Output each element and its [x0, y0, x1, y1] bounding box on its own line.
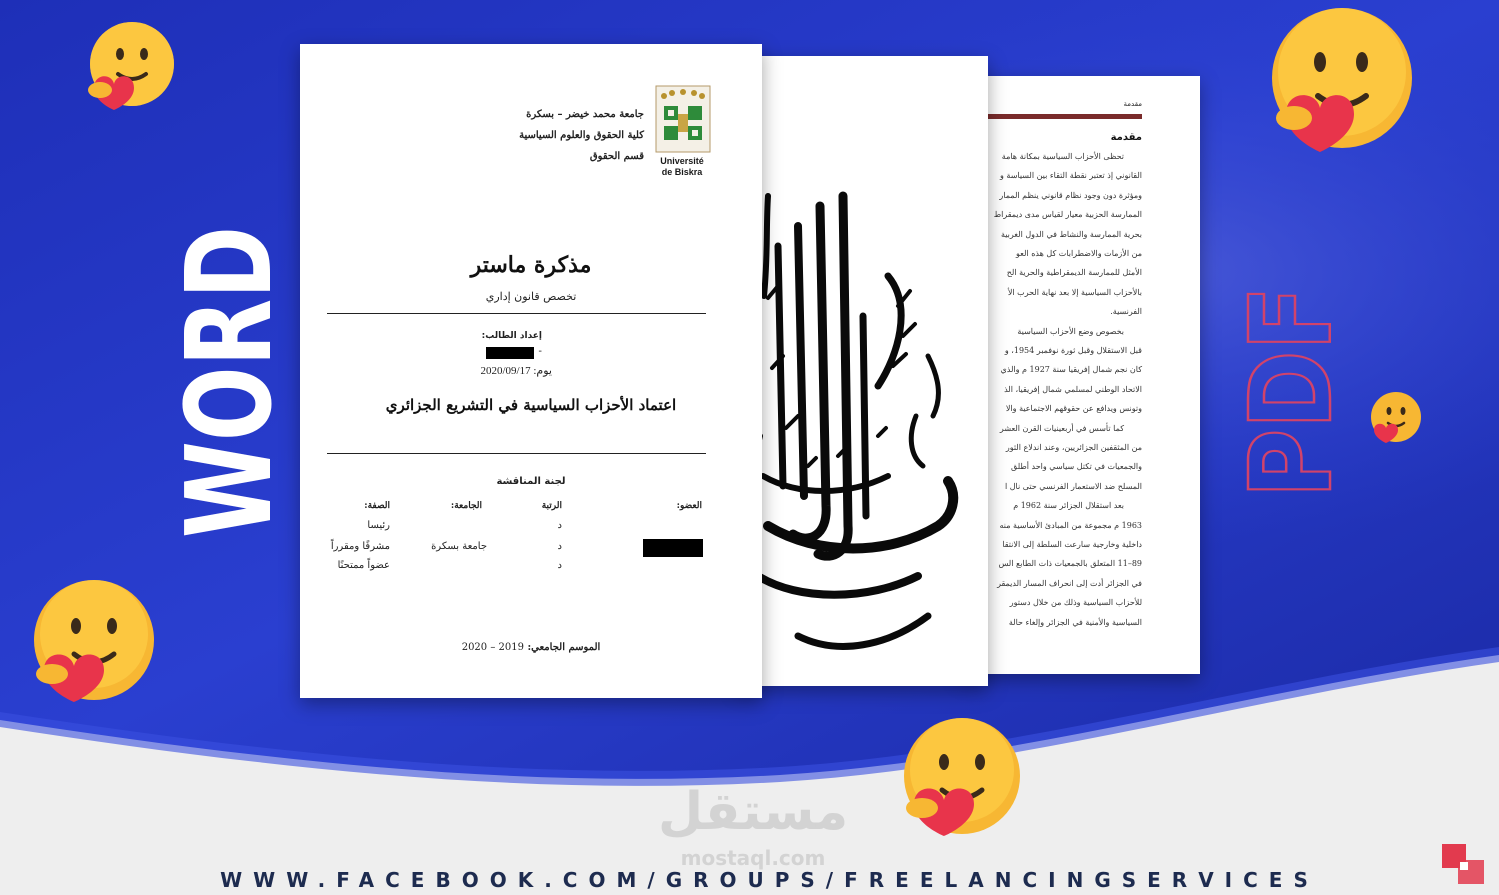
care-emoji-icon	[22, 574, 158, 720]
student-prefix: -	[538, 346, 542, 357]
intro-line: بخصوص وضع الأحزاب السياسية	[1017, 326, 1124, 336]
redacted-student-name	[486, 347, 534, 359]
footer-url: WWW.FACEBOOK.COM/GROUPS/FREELANCINGSERVICES	[220, 868, 1319, 892]
intro-line: من المثقفين الجزائريين، وعند اندلاع الثور	[1005, 443, 1142, 452]
season-value: 2019 – 2020	[461, 642, 524, 653]
intro-line: كما تأسس في أربعينيات القرن العشر	[999, 423, 1124, 433]
committee-title: لجنة المناقشة	[496, 476, 566, 487]
row-university: جامعة بسكرة	[431, 541, 487, 552]
intro-header-bar	[988, 114, 1142, 119]
intro-line: بالأحزاب السياسية إلا بعد نهاية الحرب الأ	[1007, 287, 1142, 297]
faculty-name: كلية الحقوق والعلوم السياسية	[519, 130, 644, 141]
logo-caption-line: Université	[660, 156, 704, 166]
header-role: الصفة:	[364, 501, 390, 511]
mostaql-domain: mostaql.com	[680, 846, 826, 870]
intro-line: تحظى الأحزاب السياسية بمكانة هامة	[1001, 152, 1124, 161]
intro-line: والجمعيات في تكتل سياسي واحد أطلق	[1011, 462, 1142, 472]
thesis-title: اعتماد الأحزاب السياسية في التشريع الجزائري	[385, 396, 677, 414]
academic-season	[300, 642, 762, 653]
logo-caption-line: de Biskra	[661, 167, 703, 177]
intro-line: بحرية الممارسة والنشاط في الدول الغربية	[1000, 229, 1142, 239]
care-emoji-icon	[1258, 2, 1418, 172]
row-rank: د	[557, 520, 562, 531]
care-emoji-icon	[892, 712, 1028, 848]
divider	[327, 453, 706, 454]
memo-title: مذكرة ماستر	[470, 252, 592, 278]
intro-line: 1963 م مجموعة من المبادئ الأساسية منه	[999, 520, 1142, 530]
intro-line: بعد استقلال الجزائر سنة 1962 م	[1013, 501, 1124, 511]
intro-line: المسلح ضد الاستعمار الفرنسي حتى نال ا	[1004, 481, 1142, 491]
intro-line: ومؤثرة دون وجود نظام قانوني ينظم الممار	[999, 190, 1142, 200]
header-member: العضو:	[676, 501, 702, 511]
intro-title: مقدمة	[1110, 132, 1142, 143]
intro-line: في الجزائر أدت إلى انحراف المسار الديمقر	[997, 578, 1142, 588]
row-rank: د	[557, 560, 562, 571]
intro-page-header: مقدمة	[1123, 100, 1142, 108]
intro-line: كان نجم شمال إفريقيا سنة 1927 م والذي	[1000, 365, 1142, 375]
intro-line: الأمثل للممارسة الديمقراطية والحرية الح	[1006, 268, 1142, 278]
intro-line: للأحزاب السياسية وذلك من خلال دستور	[1009, 598, 1142, 608]
intro-line: داخلية وخارجية سارعت السلطة إلى الانتقا	[1002, 540, 1142, 549]
basmala-calligraphy	[738, 56, 988, 686]
redacted-member-name	[643, 539, 703, 557]
intro-line: وتونس ويدافع عن حقوقهم الاجتماعية والا	[1005, 404, 1142, 414]
cover-page	[300, 44, 762, 698]
season-label: الموسم الجامعي:	[527, 642, 601, 653]
mostaql-name: مستقل	[658, 782, 849, 842]
row-rank: د	[557, 541, 562, 552]
header-rank: الرتبة	[541, 501, 562, 511]
pdf-text: PDF	[1227, 246, 1357, 498]
row-role: عضواً ممتحنًا	[337, 560, 390, 571]
intro-line: قبل الاستقلال وقبل ثورة نوفمبر 1954، و	[1004, 346, 1142, 355]
intro-line: القانوني إذ تعتبر نقطة التقاء بين السياسة و	[1000, 171, 1142, 181]
defense-date: يوم: 2020/09/17	[480, 365, 552, 377]
university-header	[519, 104, 644, 167]
mostaql-watermark	[658, 782, 848, 872]
intro-line: السياسية والأمنية في الجزائر وإلغاء حالة	[1008, 617, 1142, 627]
care-emoji-icon	[1364, 390, 1424, 448]
university-name: جامعة محمد خيضر – بسكرة	[526, 109, 644, 120]
pdf-label	[1202, 246, 1357, 502]
word-label	[152, 118, 298, 542]
intro-line: الفرنسية.	[1110, 307, 1142, 317]
intro-line: الاتحاد الوطني لمسلمي شمال إفريقيا، الذ	[1004, 384, 1142, 394]
divider	[327, 313, 706, 314]
intro-page	[960, 76, 1200, 674]
specialization: تخصص قانون إداري	[485, 290, 577, 303]
header-university: الجامعة:	[450, 501, 482, 511]
corner-brand-icon	[1442, 842, 1486, 886]
care-emoji-icon	[74, 18, 184, 118]
department-name: قسم الحقوق	[589, 151, 644, 162]
word-text: WORD	[160, 118, 298, 538]
basmala-page	[738, 56, 988, 686]
prepared-by-label: إعداد الطالب:	[481, 331, 542, 341]
intro-line: 89–11 المتعلق بالجمعيات ذات الطابع الس	[998, 559, 1142, 569]
row-role: مشرفًا ومقرراً	[330, 541, 390, 552]
intro-line: من الأزمات والاضطرابات كل هذه العو	[1016, 249, 1142, 258]
logo-caption	[654, 156, 710, 178]
intro-line: الممارسة الحزبية معيار لقياس مدى ديمقراط	[993, 210, 1142, 220]
row-role: رئيسا	[367, 520, 390, 531]
